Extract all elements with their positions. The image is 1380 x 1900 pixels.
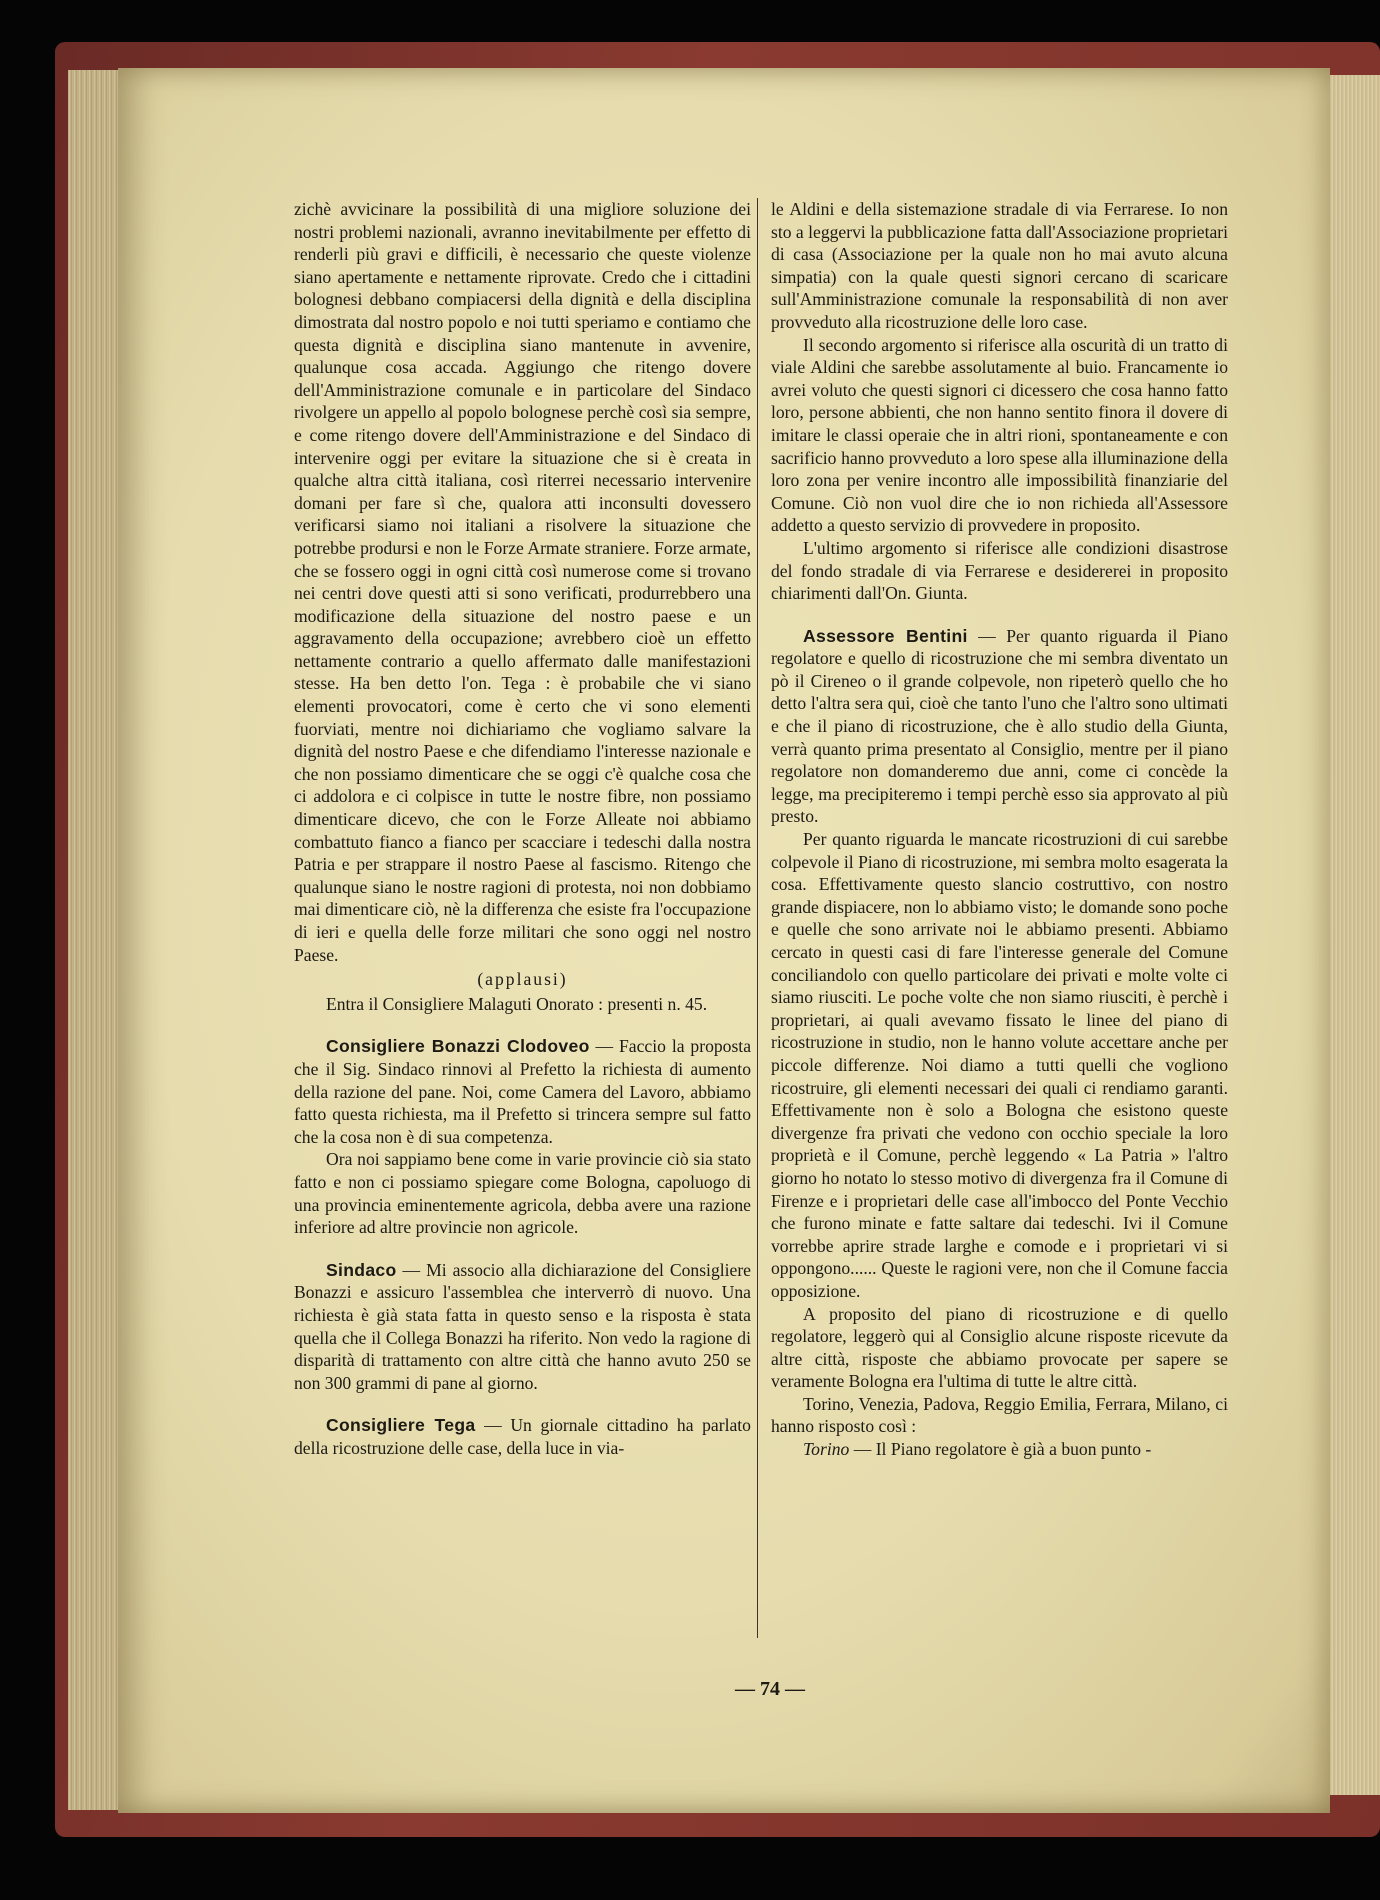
speech-paragraph (294, 1035, 751, 1148)
right-column (771, 198, 1228, 1461)
column-divider (757, 198, 758, 1638)
page-number: — 74 — (735, 1678, 805, 1700)
paragraph-continued: zichè avvicinare la possibilità di una migliore soluzione dei nostri problemi nazionali, avranno inevitabilmente per effetto di renderli più gravi e difficili, è necessario che queste violenze siano apertamente e nettamente riprovate. Credo che i cittadini bolognesi debbano compiacersi della dignità e della disciplina dimostrata dal nostro popolo e noi tutti speriamo e contiamo che questa dignità e disciplina siano mantenute in avvenire, qualunque cosa accada. Aggiungo che ritengo dovere dell'Amministrazione comunale e in particolare del Sindaco rivolgere un appello al popolo bolognese perchè così sia sempre, e come ritengo dovere dell'Amministrazione e del Sindaco di intervenire oggi per evitare la situazione che si è creata in qualche altra città italiana, così riterrei necessario intervenire domani per fare sì che, qualora atti inconsulti dovessero verificarsi siamo noi italiani a risolvere la situazione che potrebbe prodursi e non le Forze Armate straniere. Forze armate, che se fossero oggi in ogni città così numerose come si trovano nei centri dove questi atti si sono verificati, produrrebbero una modificazione della situazione del nostro paese e un aggravamento della occupazione; avrebbero cioè un effetto nettamente contrario a quello affermato dalle manifestazioni stesse. Ha ben detto l'on. Tega : è probabile che vi siano elementi provocatori, come è certo che vi sono elementi fuorviati, mentre noi dichiariamo che vogliamo salvare la dignità del nostro Paese e che difendiamo l'interesse nazionale e che non possiamo dimenticare che se oggi c'è qualche cosa che ci addolora e ci colpisce in tutte le nostre fibre, non possiamo dimenticare dicevo, che con le Forze Alleate noi abbiamo combattuto fianco a fianco per scacciare i tedeschi dalla nostra Patria e per strappare il nostro Paese al fascismo. Ritengo che qualunque siano le nostre ragioni di protesta, noi non dobbiamo mai dimenticare ciò, nè la differenza che esiste fra l'occupazione di ieri e quella delle forze militari che sono oggi nel nostro Paese. (294, 199, 751, 965)
speech-text: — Faccio la proposta che il Sig. Sindaco rinnovi al Prefetto la richiesta di aumento della razione del pane. Noi, come Camera del Lavoro, abbiamo fatto questa richiesta, ma il Prefetto si trincera sempre sul fatto che la cosa non è di sua competenza. (294, 1036, 752, 1147)
reply-text: — Il Piano regolatore è già a buon punto - (849, 1439, 1152, 1460)
paragraph-continued: le Aldini e della sistemazione stradale di via Ferrarese. Io non sto a leggervi la pubblicazione fatta dall'Associazione proprietari di casa (Associazione per la quale non ho mai avuto alcuna simpatia) con la quale questi signori cercano di scaricare sull'Amministrazione comunale la responsabilità di non aver provveduto alla ricostruzione delle loro case. (771, 199, 1229, 332)
city-reply (771, 1438, 1228, 1461)
speech-text: — Per quanto riguarda il Piano regolatore e quello di ricostruzione che mi sembra diventato un pò il Cireneo o il grande colpevole, non ripeterò quello che ho detto l'altra sera qui, cioè che tanto l'uno che l'altro sono ultimati e che il piano di ricostruzione, che è allo studio della Giunta, verrà quanto prima presentato al Consiglio, mentre per il piano regolatore non domanderemo due anni, come ci concède la legge, ma precipiteremo i tempi perchè esso sia approvato al più presto. (771, 625, 1228, 827)
stage-note: (applausi) (477, 969, 568, 990)
paragraph: Torino, Venezia, Padova, Reggio Emilia, Ferrara, Milano, ci hanno risposto così : (771, 1393, 1228, 1437)
speaker-name: Assessore Bentini (803, 625, 968, 646)
speaker-name: Consigliere Tega (326, 1415, 476, 1436)
page-edges-right (1326, 75, 1380, 1795)
paragraph: Ora noi sappiamo bene come in varie provincie ciò sia stato fatto e non ci possiamo spiegare come Bologna, capoluogo di una provincia eminentemente agricola, debba avere una razione inferiore ad altre provincie non agricole. (294, 1149, 751, 1238)
speech-paragraph (294, 1259, 751, 1395)
paragraph: Per quanto riguarda le mancate ricostruzioni di cui sarebbe colpevole il Piano di ricostruzione, mi sembra molto esagerata la cosa. Effettivamente questo slancio costruttivo, con nostro grande dispiacere, non lo abbiamo visto; le domande sono poche e quelle che sono arrivate noi le abbiamo presenti. Abbiamo cercato in questi casi di fare l'interesse generale del Comune conciliandolo con quello particolare dei privati e molte volte ci siamo riusciti. Le poche volte che non siamo riusciti, è perchè i proprietari, ai quali avevamo fissato le linee del piano di ricostruzione in studio, non le hanno volute accettare anche per piccole differenze. Noi diamo a tutti quelli che vogliono ricostruire, gli elementi necessari dei quali ci rendiamo garanti. Effettivamente non è solo a Bologna che esistono queste divergenze fra privati che vedono con occhio speciale la loro proprietà e il Comune, perchè leggendo « La Patria » l'altro giorno ho notato lo stesso motivo di divergenza fra il Comune di Firenze e i proprietari delle case all'imbocco del Ponte Vecchio che furono minate e fatte saltare dai tedeschi. Ivi il Comune vorrebbe aprire strade larghe e comode e i proprietari vi si oppongono...... Queste le ragioni vere, non che il Comune faccia opposizione. (771, 829, 1228, 1301)
speech-text: — Un giornale cittadino ha parlato della ricostruzione delle case, della luce in via- (294, 1415, 751, 1458)
speech-paragraph (294, 1414, 751, 1459)
speech-paragraph (771, 625, 1228, 828)
paragraph: L'ultimo argomento si riferisce alle condizioni disastrose del fondo stradale di via Ferrarese e desidererei in proposito chiarimenti dall'On. Giunta. (771, 537, 1228, 604)
paragraph: Il secondo argomento si riferisce alla oscurità di un tratto di viale Aldini che sarebbe assolutamente al buio. Francamente io avrei voluto che questi signori ci dicessero che cosa hanno fatto loro, persone abbienti, che non hanno sentito finora il dovere di imitare le classi operaie che in altri rioni, spontaneamente e con sacrificio hanno provveduto a loro spese alla illuminazione della loro zona per venire incontro alle impossibilità finanziarie del Comune. Ciò non vuol dire che io non richieda all'Assessore addetto a questo servizio di provvedere in proposito. (771, 334, 1228, 536)
speech-text: — Mi associo alla dichiarazione del Consigliere Bonazzi e assicuro l'assemblea che interverrò di nuovo. Una richiesta è già stata fatta in questo senso e la risposta è stata quella che il Collega Bonazzi ha riferito. Non vedo la ragione di disparità di trattamento con altre città che hanno avuto 250 se non 300 grammi di pane al giorno. (294, 1259, 751, 1393)
city-name: Torino (803, 1439, 850, 1460)
speaker-name: Sindaco (326, 1259, 397, 1280)
speaker-name: Consigliere Bonazzi Clodoveo (326, 1036, 590, 1057)
paragraph: Entra il Consigliere Malaguti Onorato : presenti n. 45. (326, 993, 708, 1014)
paragraph: A proposito del piano di ricostruzione e di quello regolatore, leggerò qui al Consiglio alcune risposte ricevute da altre città, risposte che abbiamo provocate per sapere se veramente Bologna era l'ultima di tutte le altre città. (771, 1303, 1228, 1392)
left-column (294, 198, 751, 1459)
